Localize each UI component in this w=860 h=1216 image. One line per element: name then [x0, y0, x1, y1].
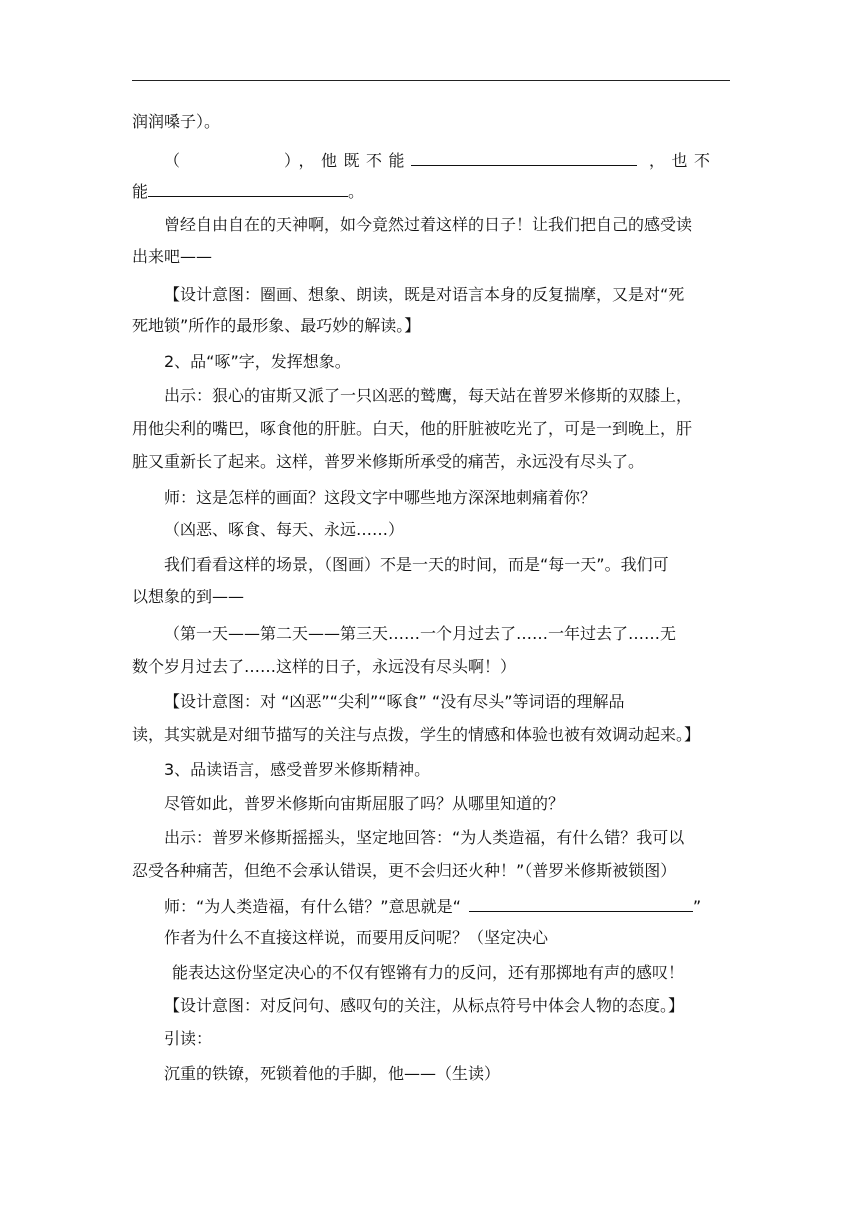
text-line: 作者为什么不直接这样说，而要用反问呢？（坚定决心 [164, 928, 549, 947]
text-fragment: 。 [348, 182, 365, 201]
text-line: （凶恶、啄食、每天、永远……） [164, 520, 405, 539]
fill-in-line [132, 178, 732, 202]
answer-blank [411, 147, 637, 166]
section-heading: 3、品读语言，感受普罗米修斯精神。 [164, 760, 431, 779]
header-rule [132, 80, 730, 81]
text-fragment: 师：“为人类造福，有什么错？”意思就是“ [164, 897, 461, 916]
design-intent-line: 【设计意图：对 “凶恶”“尖利”“啄食” “没有尽头”等词语的理解品 [164, 692, 625, 711]
design-intent-line: 读，其实就是对细节描写的关注与点拨，学生的情感和体验也被有效调动起来。】 [132, 725, 701, 744]
design-intent-line: 【设计意图：对反问句、感叹句的关注，从标点符号中体会人物的态度。】 [164, 996, 685, 1015]
text-line: 数个岁月过去了……这样的日子，永远没有尽头啊！） [132, 657, 517, 676]
text-line: 脏又重新长了起来。这样，普罗米修斯所承受的痛苦，永远没有尽头了。 [132, 452, 645, 471]
text-line: 曾经自由自在的天神啊，如今竟然过着这样的日子！让我们把自己的感受读 [164, 215, 693, 234]
text-line: 出来吧—— [132, 247, 213, 266]
text-line: 出示：狠心的宙斯又派了一只凶恶的鹫鹰，每天站在普罗米修斯的双膝上， [164, 386, 693, 405]
text-line: 以想象的到—— [132, 587, 245, 606]
text-line: 引读： [164, 1029, 213, 1048]
fill-in-line [164, 893, 764, 917]
design-intent-line: 【设计意图：圈画、想象、朗读，既是对语言本身的反复揣摩，又是对“死 [164, 285, 685, 304]
text-line: （第一天——第二天——第三天……一个月过去了……一年过去了……无 [164, 624, 677, 643]
answer-blank [148, 178, 348, 197]
text-fragment: ” [692, 897, 702, 916]
section-heading: 2、品“啄”字，发挥想象。 [164, 352, 351, 371]
text-line: 忍受各种痛苦，但绝不会承认错误，更不会归还火种！”（普罗米修斯被锁图） [132, 861, 677, 880]
text-fragment: 能 [132, 182, 149, 201]
text-line: 能表达这份坚定决心的不仅有铿锵有力的反问，还有那掷地有声的感叹！ [172, 963, 685, 982]
text-fragment: ），他既不能 [284, 151, 412, 170]
text-line: 用他尖利的嘴巴，啄食他的肝脏。白天，他的肝脏被吃光了，可是一到晚上，肝 [132, 419, 693, 438]
text-fragment: ，也不 [649, 151, 717, 170]
text-line: 师：这是怎样的画面？这段文字中哪些地方深深地刺痛着你？ [164, 488, 597, 507]
text-line: 我们看看这样的场景，（图画）不是一天的时间，而是“每一天”。我们可 [164, 555, 669, 574]
text-fragment: （ [164, 151, 181, 170]
text-line: 尽管如此，普罗米修斯向宙斯屈服了吗？从哪里知道的？ [164, 794, 565, 813]
design-intent-line: 死地锁”所作的最形象、最巧妙的解读。】 [132, 316, 421, 335]
text-line: 润润嗓子）。 [132, 112, 221, 131]
answer-blank [469, 893, 693, 912]
text-line: 沉重的铁镣，死锁着他的手脚，他——（生读） [164, 1064, 501, 1083]
text-line: 出示：普罗米修斯摇摇头，坚定地回答：“为人类造福，有什么错？我可以 [164, 828, 685, 847]
fill-in-line [164, 147, 764, 171]
